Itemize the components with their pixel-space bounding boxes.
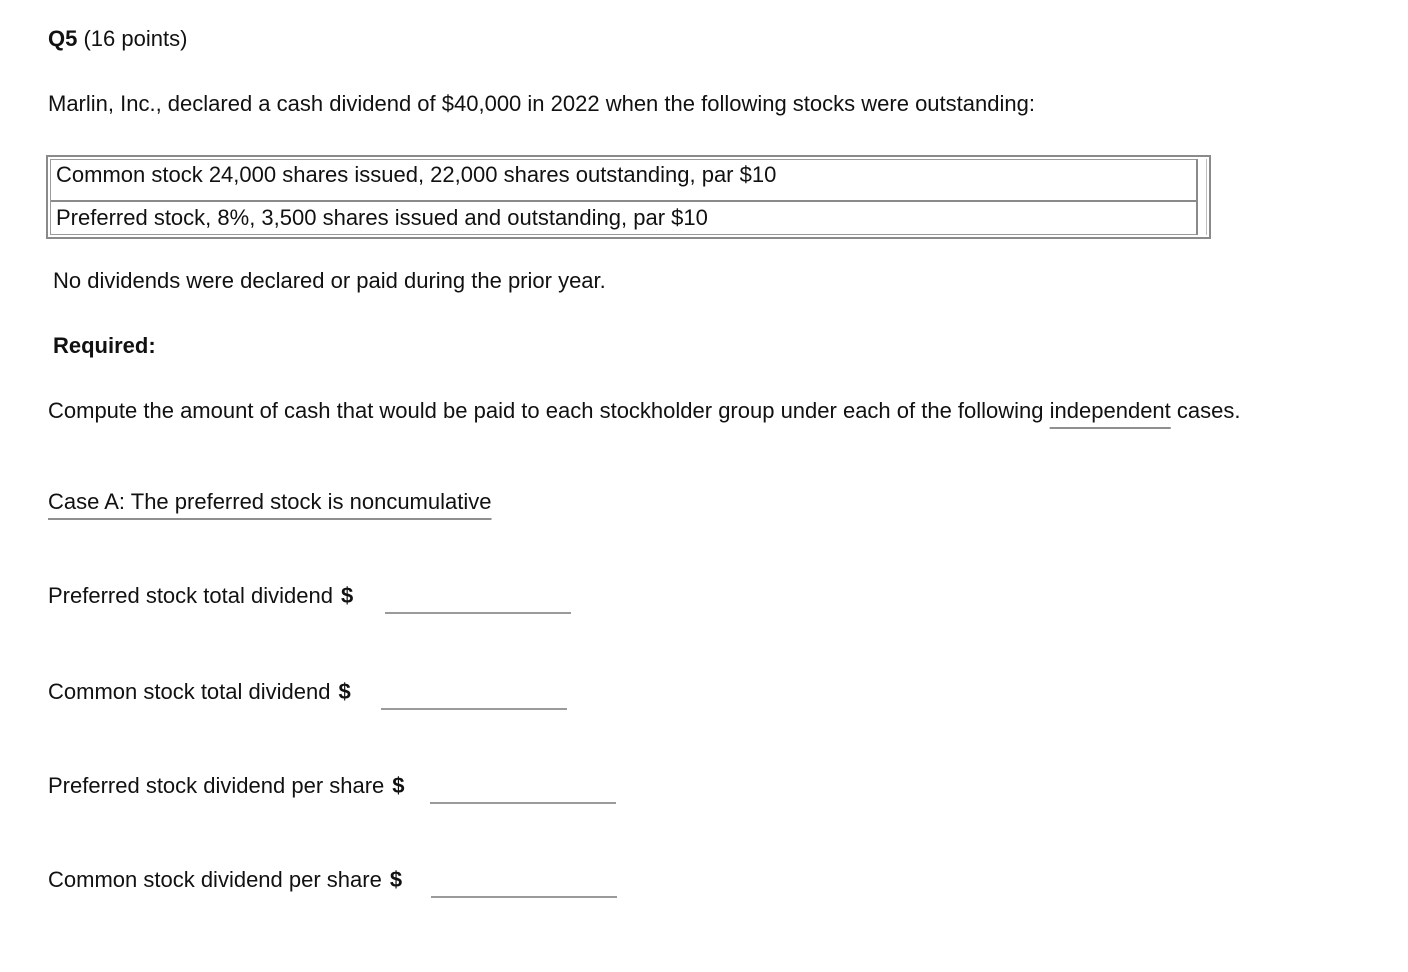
common-total-answer-blank[interactable] <box>381 708 567 710</box>
currency-symbol: $ <box>392 773 405 798</box>
prior-year-note: No dividends were declared or paid during the prior year. <box>53 268 606 293</box>
preferred-per-share-answer-blank[interactable] <box>430 802 616 804</box>
field-label: Preferred stock dividend per share <box>48 773 385 798</box>
field-preferred-total <box>48 583 353 609</box>
common-per-share-answer-blank[interactable] <box>431 896 617 898</box>
required-heading: Required: <box>53 333 156 358</box>
problem-statement: Marlin, Inc., declared a cash dividend of $40,000 in 2022 when the following stocks were outstanding: <box>48 91 1035 116</box>
instruction-emphasis: independent <box>1049 398 1171 423</box>
currency-symbol: $ <box>389 867 403 892</box>
field-preferred-per-share <box>48 773 405 799</box>
field-label: Common stock dividend per share <box>48 867 382 892</box>
stock-row-common: Common stock 24,000 shares issued, 22,000 shares outstanding, par $10 <box>56 162 777 187</box>
stock-row-preferred: Preferred stock, 8%, 3,500 shares issued and outstanding, par $10 <box>56 205 708 230</box>
instruction-before: Compute the amount of cash that would be paid to each stockholder group under each of the following <box>48 398 1050 423</box>
stock-table <box>46 155 1211 239</box>
field-common-per-share <box>48 867 402 893</box>
question-number: Q5 <box>48 26 78 51</box>
field-label: Preferred stock total dividend <box>48 583 333 608</box>
stock-table-right-border <box>1196 159 1207 235</box>
case-a-label: Case A: The preferred stock is noncumulative <box>48 489 492 514</box>
currency-symbol: $ <box>340 583 354 608</box>
instruction-text <box>48 395 1288 427</box>
instruction-after: cases. <box>1170 398 1241 423</box>
field-label: Common stock total dividend <box>48 679 331 704</box>
field-common-total <box>48 679 351 705</box>
question-points: (16 points) <box>83 26 188 51</box>
stock-table-inner <box>50 159 1197 235</box>
stock-table-divider <box>51 200 1196 202</box>
question-header <box>48 26 187 52</box>
currency-symbol: $ <box>338 679 351 704</box>
preferred-total-answer-blank[interactable] <box>385 612 571 614</box>
